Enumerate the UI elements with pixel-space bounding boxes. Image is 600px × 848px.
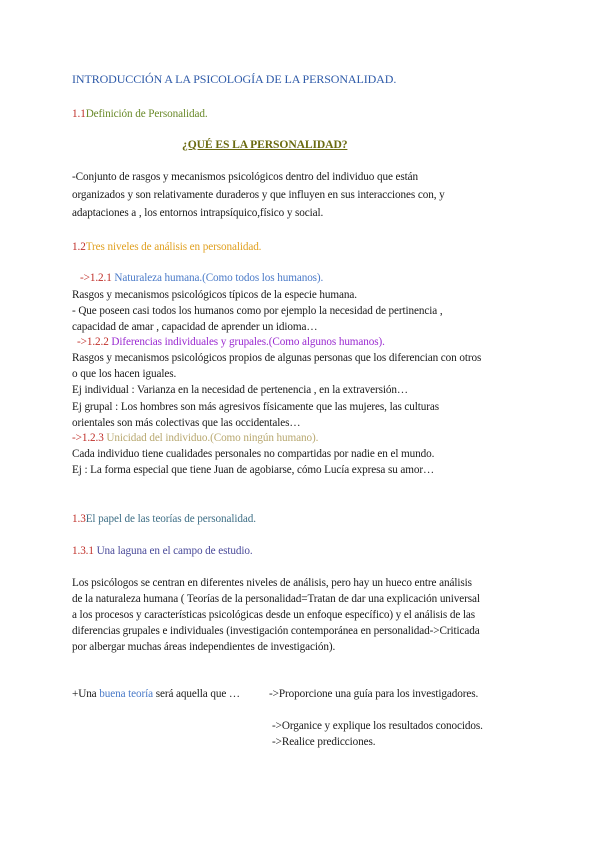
subsection-number: 1.3.1 <box>72 545 97 557</box>
body-line: Ej grupal : Los hombres son más agresivos físicamente que las mujeres, las culturas <box>72 401 440 413</box>
theory-suffix: será aquella que … <box>153 688 240 700</box>
subsection-title: Naturaleza humana.(Como todos los humanos). <box>114 272 324 284</box>
body-line: orientales son más colectivas que las occidentales… <box>72 417 301 429</box>
theory-prefix: +Una <box>72 688 100 700</box>
body-line: Ej individual : Varianza en la necesidad de pertenencia , en la extraversión… <box>72 384 408 396</box>
body-line: por albergar muchas áreas independientes de investigación). <box>72 641 336 653</box>
definition-line: organizados y son relativamente duraderos y que influyen en sus interacciones con, y <box>72 189 445 201</box>
section-title: Definición de Personalidad. <box>85 108 208 120</box>
section-1-2-heading <box>72 240 261 254</box>
subsection-1-3-1-heading <box>72 544 253 558</box>
theory-highlight: buena teoría <box>99 688 154 700</box>
body-line: Rasgos y mecanismos psicológicos típicos de la especie humana. <box>72 289 357 301</box>
section-1-1-heading <box>72 107 208 121</box>
body-line: diferencias grupales e individuales (investigación contemporánea en personalidad->Criticada <box>72 625 480 637</box>
section-title: El papel de las teorías de personalidad. <box>85 513 256 525</box>
body-line: de la naturaleza humana ( Teorías de la personalidad=Tratan de dar una explicación universal <box>72 593 480 605</box>
body-line: Los psicólogos se centran en diferentes niveles de análisis, pero hay un hueco entre análisis <box>72 577 472 589</box>
section-number: 1.3 <box>72 513 86 525</box>
body-line: - Que poseen casi todos los humanos como por ejemplo la necesidad de pertinencia , <box>72 305 443 317</box>
personality-question-heading: ¿QUÉ ES LA PERSONALIDAD? <box>182 138 348 151</box>
section-number: 1.1 <box>72 108 86 120</box>
subsection-1-2-1-heading <box>80 271 323 285</box>
theory-point: ->Realice predicciones. <box>272 736 376 748</box>
body-line: Rasgos y mecanismos psicológicos propios de algunas personas que los diferencian con otros <box>72 352 482 364</box>
section-title: Tres niveles de análisis en personalidad. <box>85 241 262 253</box>
document-title: INTRODUCCIÓN A LA PSICOLOGÍA DE LA PERSONALIDAD. <box>72 72 397 86</box>
theory-point: ->Proporcione una guía para los investigadores. <box>269 688 479 700</box>
section-1-3-heading <box>72 512 256 526</box>
theory-point: ->Organice y explique los resultados conocidos. <box>272 720 483 732</box>
body-line: a los procesos y características psicológicas desde un enfoque específico) y el análisis de las <box>72 609 476 621</box>
body-line: Cada individuo tiene cualidades personales no compartidas por nadie en el mundo. <box>72 448 435 460</box>
subsection-arrow: ->1.2.1 <box>80 272 115 284</box>
subsection-arrow: ->1.2.3 <box>72 432 107 444</box>
subsection-title: Unicidad del individuo.(Como ningún humano). <box>106 432 319 444</box>
body-line: capacidad de amar , capacidad de aprender un idioma… <box>72 321 318 333</box>
subsection-1-2-2-heading <box>77 335 385 349</box>
subsection-title: Una laguna en el campo de estudio. <box>96 545 253 557</box>
subsection-arrow: ->1.2.2 <box>77 336 112 348</box>
section-number: 1.2 <box>72 241 86 253</box>
definition-line: -Conjunto de rasgos y mecanismos psicológicos dentro del individuo que están <box>72 171 418 183</box>
subsection-1-2-3-heading <box>72 431 318 445</box>
subsection-title: Diferencias individuales y grupales.(Como algunos humanos). <box>111 336 385 348</box>
body-line: Ej : La forma especial que tiene Juan de agobiarse, cómo Lucía expresa su amor… <box>72 464 435 476</box>
body-line: o que los hacen iguales. <box>72 368 177 380</box>
definition-line: adaptaciones a , los entornos intrapsíquico,físico y social. <box>72 207 324 219</box>
good-theory-intro <box>72 687 240 701</box>
